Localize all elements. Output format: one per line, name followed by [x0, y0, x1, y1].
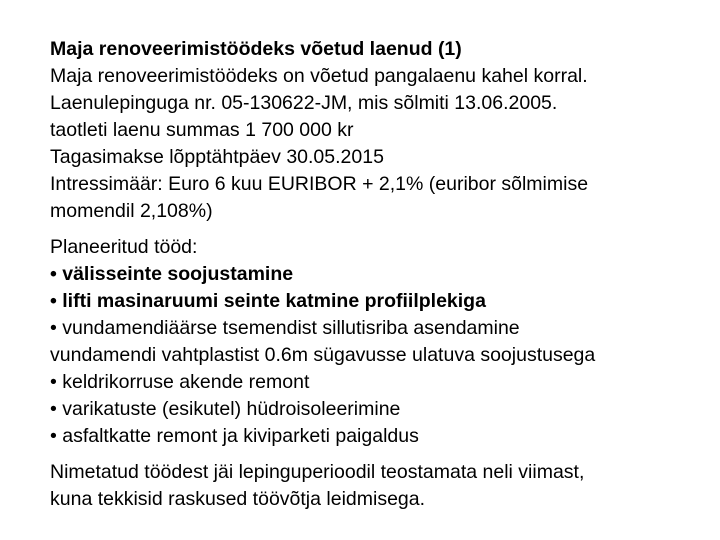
conclusion-line-1: Nimetatud töödest jäi lepinguperioodil teostamata neli viimast,: [50, 461, 585, 483]
loan-line-1: Maja renoveerimistöödeks on võetud pangalaenu kahel korral.: [50, 65, 588, 87]
works-item: • keldrikorruse akende remont: [50, 371, 310, 393]
works-item: • välisseinte soojustamine: [50, 263, 294, 285]
conclusion-block: [50, 459, 710, 513]
loan-line-5: Intressimäär: Euro 6 kuu EURIBOR + 2,1% (euribor sõlmimise: [50, 173, 589, 195]
loan-line-6: momendil 2,108%): [50, 200, 213, 222]
slide-content: [50, 36, 710, 513]
works-item: • varikatuste (esikutel) hüdroisoleerimine: [50, 398, 401, 420]
works-block: [50, 234, 710, 450]
loan-line-4: Tagasimakse lõpptähtpäev 30.05.2015: [50, 146, 384, 168]
loan-title: Maja renoveerimistöödeks võetud laenud (1): [50, 38, 462, 60]
loan-line-3: taotleti laenu summas 1 700 000 kr: [50, 119, 354, 141]
works-heading: Planeeritud tööd:: [50, 236, 198, 258]
works-item-continuation: vundamendi vahtplastist 0.6m sügavusse ulatuva soojustusega: [50, 344, 596, 366]
loan-block: [50, 36, 710, 225]
works-item: • lifti masinaruumi seinte katmine profiilplekiga: [50, 290, 486, 312]
works-item: • vundamendiäärse tsemendist sillutisriba asendamine: [50, 317, 520, 339]
conclusion-line-2: kuna tekkisid raskused töövõtja leidmisega.: [50, 488, 426, 510]
works-item: • asfaltkatte remont ja kiviparketi paigaldus: [50, 425, 419, 447]
loan-line-2: Laenulepinguga nr. 05-130622-JM, mis sõlmiti 13.06.2005.: [50, 92, 558, 114]
